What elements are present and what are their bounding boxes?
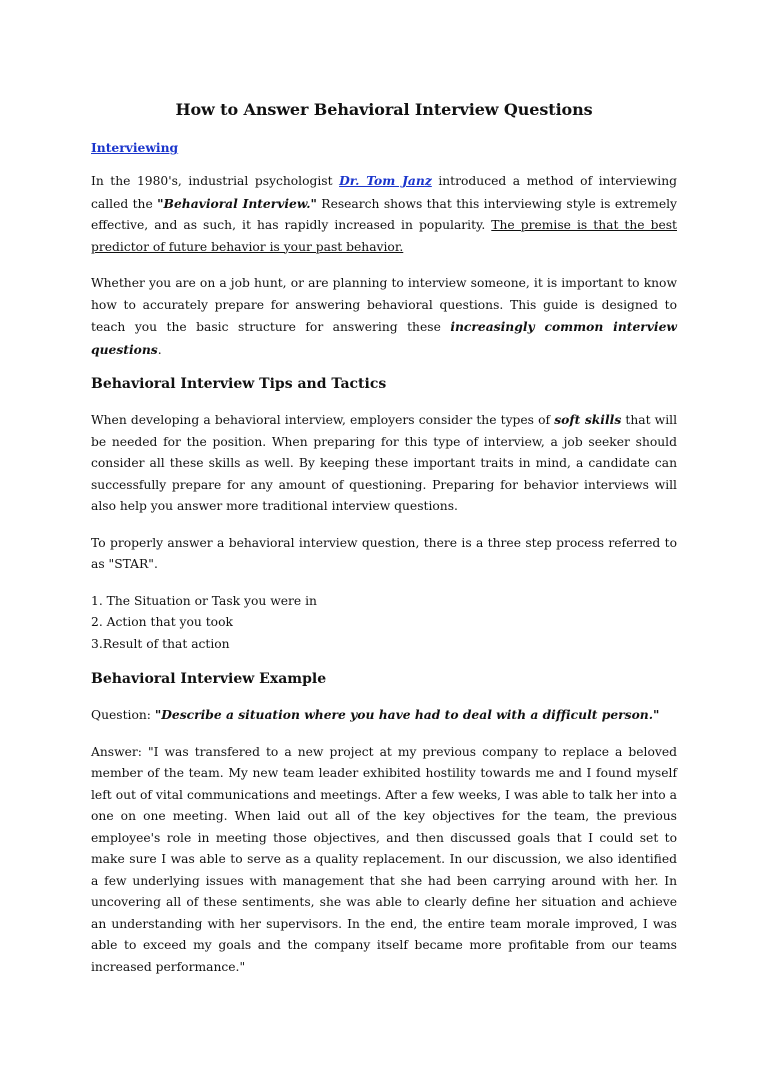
behavioral-interview-term: "Behavioral Interview.": [157, 195, 317, 211]
soft-skills-emphasis: soft skills: [554, 412, 622, 427]
intro-text-a: In the 1980's, industrial psychologist: [91, 174, 340, 188]
common-questions-emphasis: increasingly common interview questions: [91, 319, 677, 357]
list-item: 1. The Situation or Task you were in: [91, 593, 317, 608]
intro-paragraph-1: [91, 170, 677, 258]
interviewing-link[interactable]: Interviewing: [91, 140, 179, 155]
question-text: "Describe a situation where you have had to deal with a difficult person.": [154, 707, 660, 722]
tips-text-a: When developing a behavioral interview, employers consider the types of: [91, 413, 555, 427]
intro2-text-a: Whether you are on a job hunt, or are planning to interview someone, it is important to know how to accurately prepare for answering behavioral questions. This guide is designed to teach you the basic structure for answering these: [91, 276, 677, 334]
tips-text-b: that will be needed for the position. When preparing for this type of interview, a job seeker should consider all these skills as well. By keeping these important traits in mind, a candidate can successfully prepare for any amount of questioning. Preparing for behavior interviews will also help you answer more traditional interview questions.: [91, 413, 677, 513]
question-paragraph: [91, 704, 677, 727]
premise-underlined: The premise is that the best predictor of future behavior is your past behavior.: [91, 218, 677, 254]
intro-text-c: Research shows that this interviewing style is extremely effective, and as such, it has rapidly increased in popularity.: [91, 196, 677, 232]
intro2-text-b: .: [157, 342, 162, 357]
tips-heading: Behavioral Interview Tips and Tactics: [91, 376, 387, 392]
example-heading: Behavioral Interview Example: [91, 671, 327, 687]
question-label: Question:: [91, 708, 155, 722]
list-item: 2. Action that you took: [91, 615, 233, 629]
intro-text-b: introduced a method of interviewing called the: [91, 174, 677, 211]
intro-paragraph-2: [91, 273, 677, 361]
star-steps-list: [91, 591, 677, 656]
list-item: 3.Result of that action: [91, 636, 230, 651]
tips-paragraph-1: [91, 409, 677, 518]
dr-tom-janz-link[interactable]: Dr. Tom Janz: [339, 173, 432, 188]
page-title: How to Answer Behavioral Interview Questions: [175, 100, 593, 119]
star-paragraph: To properly answer a behavioral interview question, there is a three step process referred to as "STAR".: [91, 535, 677, 571]
answer-paragraph: Answer: "I was transfered to a new project at my previous company to replace a beloved member of the team. My new team leader exhibited hostility towards me and I found myself left out of vital communications and meetings. After a few weeks, I was able to talk her into a one on one meeting. When laid out all of the key objectives for the team, the previous employee's role in meeting those objectives, and then discussed goals that I could set to make sure I was able to serve as a quality replacement. In our discussion, we also identified a few underlying issues with management that she had been carrying around with her. In uncovering all of these sentiments, she was able to clearly define her situation and achieve an understanding with her supervisors. In the end, the entire team morale improved, I was able to exceed my goals and the company itself became more profitable from our teams increased performance.": [91, 744, 677, 974]
